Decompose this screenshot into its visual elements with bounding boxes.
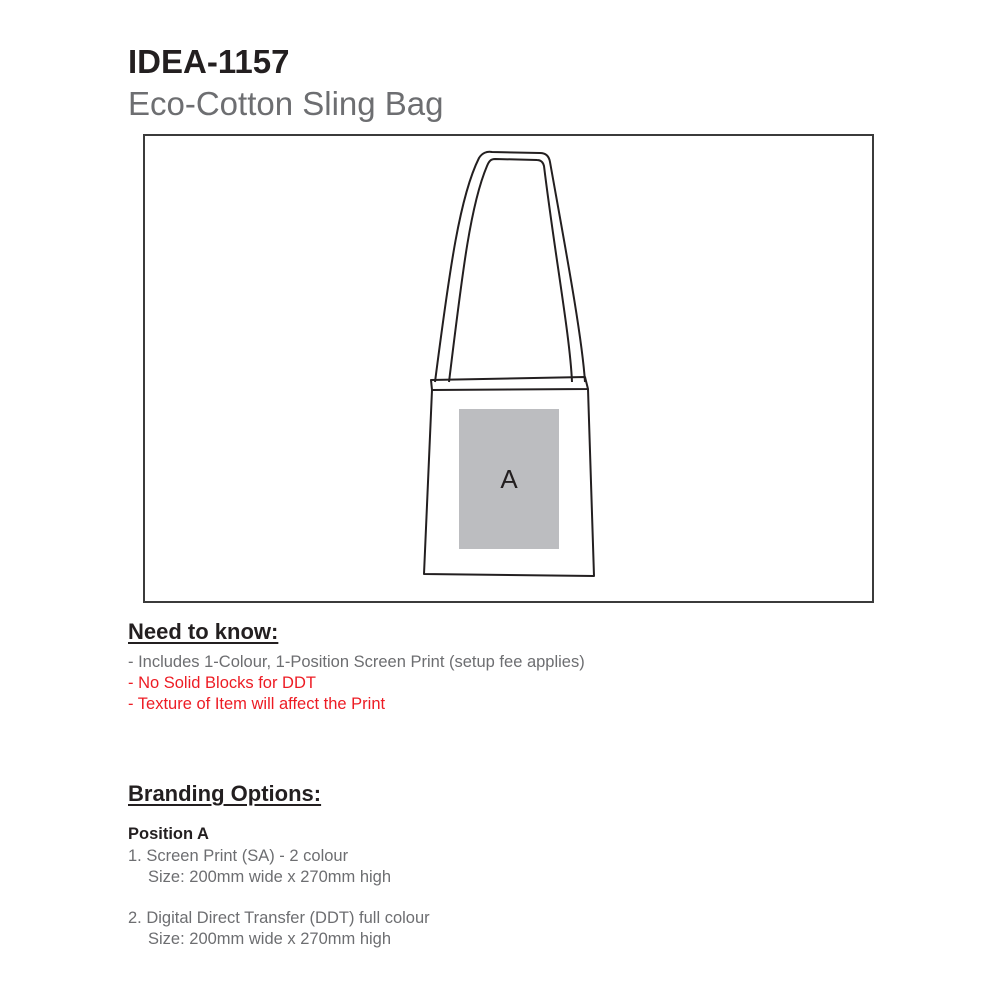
- product-illustration-frame: [143, 134, 874, 603]
- branding-method: 1. Screen Print (SA) - 2 colour: [128, 847, 349, 865]
- product-name: Eco-Cotton Sling Bag: [128, 85, 444, 122]
- position-a-title: Position A: [128, 825, 209, 843]
- strap-outer-outline: [435, 152, 585, 382]
- product-code: IDEA-1157: [128, 43, 290, 80]
- need-to-know-list: [128, 652, 585, 715]
- print-area-a: [459, 409, 559, 549]
- branding-options-heading: Branding Options:: [128, 781, 322, 806]
- list-item: - No Solid Blocks for DDT: [128, 674, 316, 692]
- branding-method: 2. Digital Direct Transfer (DDT) full colour: [128, 909, 430, 927]
- print-position-label: A: [500, 463, 518, 494]
- list-item: - Texture of Item will affect the Print: [128, 695, 386, 713]
- branding-option: [128, 908, 430, 950]
- need-to-know-heading: Need to know:: [128, 619, 279, 644]
- branding-option: [128, 846, 391, 888]
- branding-size: Size: 200mm wide x 270mm high: [148, 868, 392, 886]
- branding-size: Size: 200mm wide x 270mm high: [148, 930, 392, 948]
- list-item: - Includes 1-Colour, 1-Position Screen Print (setup fee applies): [128, 653, 585, 671]
- bag-top-band: [431, 377, 588, 390]
- strap-inner-outline: [449, 159, 572, 382]
